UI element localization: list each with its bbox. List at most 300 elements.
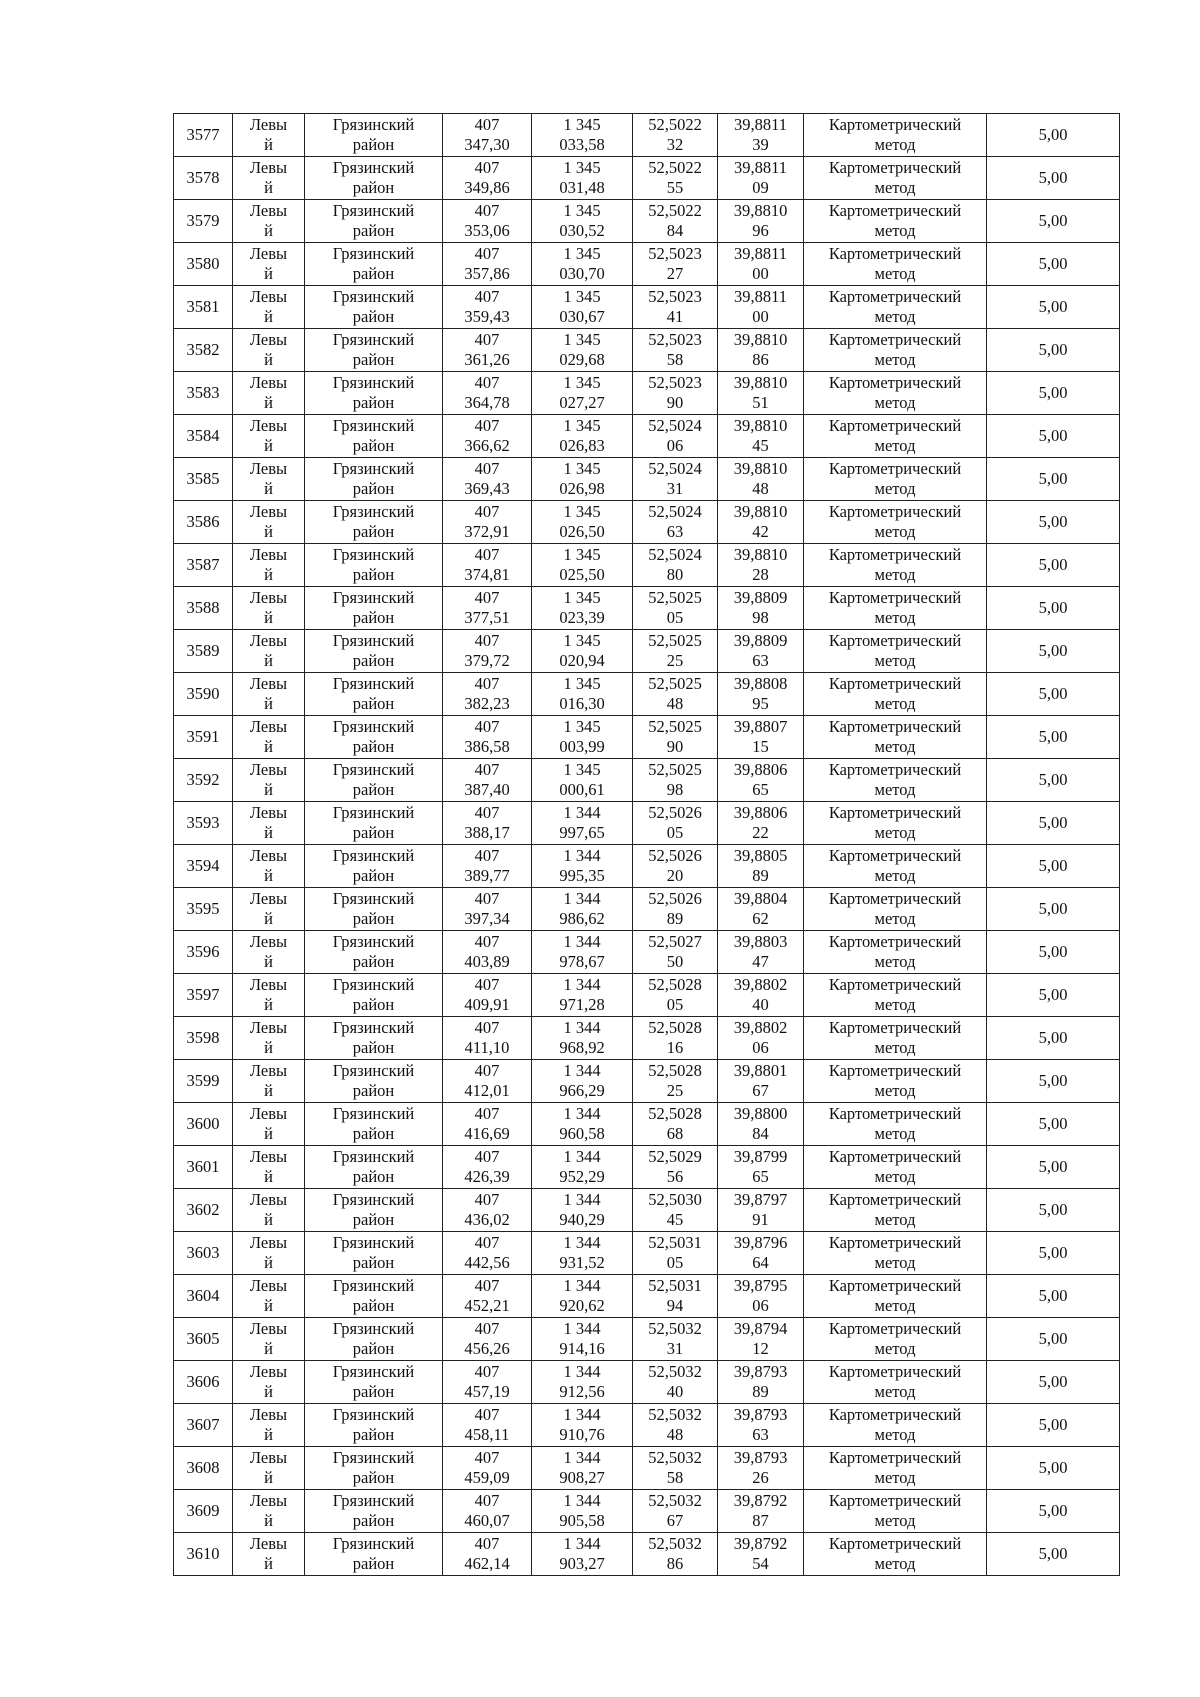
cell-text: 952,29 [559,1167,605,1186]
cell-text: 31 [666,479,684,498]
cell-text: Левы [249,932,288,951]
cell-text: 1 345 [563,674,601,693]
cell-text: район [352,780,395,799]
accuracy-cell [987,802,1120,845]
cell-text: район [352,264,395,283]
latitude-cell [633,1017,718,1060]
cell-text: 407 [474,932,500,951]
cell-text: Левы [249,889,288,908]
method-cell [804,802,987,845]
point-number-cell [174,673,233,716]
cell-text: Грязинский [332,1190,415,1209]
y-coordinate-cell [532,759,633,802]
cell-text: й [264,522,273,541]
cell-text: 3581 [186,297,220,316]
cell-text: 033,58 [559,135,605,154]
method-cell [804,1447,987,1490]
cell-text: 3603 [186,1243,220,1262]
cell-text: Картометрический [828,975,962,994]
table-row [174,1017,1120,1060]
table-row [174,200,1120,243]
longitude-cell [718,1060,804,1103]
point-number-cell [174,1189,233,1232]
district-cell [305,544,443,587]
cell-text: 48 [752,479,769,498]
cell-text: 5,00 [1038,1071,1068,1090]
accuracy-cell [987,415,1120,458]
longitude-cell [718,1146,804,1189]
cell-text: район [352,823,395,842]
cell-text: 407 [474,1319,500,1338]
cell-text: Левы [249,244,288,263]
cell-text: 407 [474,502,500,521]
cell-text: 52,5028 [648,1104,702,1123]
accuracy-cell [987,716,1120,759]
cell-text: 39,8809 [733,631,788,650]
cell-text: 5,00 [1038,942,1068,961]
cell-text: 407 [474,1061,500,1080]
method-cell [804,630,987,673]
bank-side-cell [233,845,305,888]
y-coordinate-cell [532,1103,633,1146]
cell-text: 39,8810 [733,416,788,435]
district-cell [305,673,443,716]
y-coordinate-cell [532,243,633,286]
cell-text: 364,78 [464,393,510,412]
bank-side-cell [233,1361,305,1404]
table-row [174,1103,1120,1146]
x-coordinate-cell [443,114,532,157]
cell-text: 416,69 [464,1124,510,1143]
cell-text: 1 345 [563,115,601,134]
x-coordinate-cell [443,931,532,974]
cell-text: Левы [249,674,288,693]
bank-side-cell [233,630,305,673]
cell-text: 94 [666,1296,684,1315]
table-row [174,716,1120,759]
cell-text: 39,8802 [733,975,788,994]
cell-text: Картометрический [828,1190,962,1209]
cell-text: 39,8811 [733,158,787,177]
cell-text: й [264,866,273,885]
x-coordinate-cell [443,845,532,888]
cell-text: метод [874,393,916,412]
cell-text: й [264,1038,273,1057]
cell-text: 39,8792 [733,1534,788,1553]
table-row [174,329,1120,372]
longitude-cell [718,673,804,716]
longitude-cell [718,845,804,888]
cell-text: 84 [752,1124,769,1143]
cell-text: 06 [666,436,684,455]
cell-text: й [264,995,273,1014]
cell-text: 3597 [186,985,220,1004]
cell-text: 50 [666,952,684,971]
cell-text: Левы [249,631,288,650]
y-coordinate-cell [532,1060,633,1103]
bank-side-cell [233,200,305,243]
table-row [174,974,1120,1017]
cell-text: 39,8796 [733,1233,788,1252]
point-number-cell [174,544,233,587]
bank-side-cell [233,587,305,630]
cell-text: й [264,307,273,326]
district-cell [305,587,443,630]
cell-text: 386,58 [464,737,510,756]
cell-text: 52,5022 [648,201,702,220]
cell-text: 407 [474,975,500,994]
cell-text: 389,77 [464,866,510,885]
cell-text: 1 345 [563,373,601,392]
cell-text: район [352,995,395,1014]
cell-text: 5,00 [1038,1329,1068,1348]
cell-text: Картометрический [828,330,962,349]
cell-text: 52,5025 [648,631,702,650]
cell-text: 966,29 [559,1081,605,1100]
cell-text: Грязинский [332,1534,415,1553]
district-cell [305,888,443,931]
cell-text: 026,50 [559,522,605,541]
district-cell [305,1490,443,1533]
cell-text: 5,00 [1038,1415,1068,1434]
cell-text: Грязинский [332,244,415,263]
table-row [174,845,1120,888]
cell-text: 407 [474,330,500,349]
cell-text: район [352,909,395,928]
point-number-cell [174,286,233,329]
cell-text: 411,10 [464,1038,510,1057]
cell-text: 407 [474,373,500,392]
cell-text: 456,26 [464,1339,510,1358]
cell-text: Грязинский [332,1061,415,1080]
latitude-cell [633,458,718,501]
cell-text: 52,5028 [648,975,702,994]
cell-text: Левы [249,717,288,736]
cell-text: район [352,1382,395,1401]
point-number-cell [174,1533,233,1576]
cell-text: Картометрический [828,1534,962,1553]
cell-text: 3598 [186,1028,220,1047]
latitude-cell [633,1232,718,1275]
cell-text: 031,48 [559,178,605,197]
cell-text: Левы [249,1362,288,1381]
cell-text: 67 [666,1511,684,1530]
cell-text: 412,01 [464,1081,510,1100]
cell-text: 407 [474,1104,500,1123]
cell-text: 39 [752,135,769,154]
cell-text: 52,5026 [648,889,702,908]
cell-text: метод [874,866,916,885]
cell-text: 903,27 [559,1554,605,1573]
cell-text: й [264,952,273,971]
cell-text: 00 [752,307,769,326]
table-row [174,1490,1120,1533]
cell-text: Левы [249,330,288,349]
accuracy-cell [987,1189,1120,1232]
table-body [174,114,1120,1576]
accuracy-cell [987,1490,1120,1533]
cell-text: 39,8794 [733,1319,788,1338]
table-row [174,372,1120,415]
district-cell [305,845,443,888]
cell-text: 407 [474,631,500,650]
district-cell [305,802,443,845]
method-cell [804,888,987,931]
table-row [174,243,1120,286]
cell-text: 52,5032 [648,1448,702,1467]
cell-text: Левы [249,545,288,564]
longitude-cell [718,329,804,372]
cell-text: Грязинский [332,1405,415,1424]
cell-text: 5,00 [1038,1157,1068,1176]
cell-text: 382,23 [464,694,510,713]
method-cell [804,1232,987,1275]
cell-text: 5,00 [1038,684,1068,703]
cell-text: 3606 [186,1372,220,1391]
accuracy-cell [987,759,1120,802]
point-number-cell [174,372,233,415]
cell-text: 63 [752,1425,769,1444]
cell-text: метод [874,350,916,369]
accuracy-cell [987,329,1120,372]
cell-text: Картометрический [828,803,962,822]
cell-text: 27 [666,264,684,283]
cell-text: Картометрический [828,244,962,263]
cell-text: метод [874,1253,916,1272]
district-cell [305,458,443,501]
point-number-cell [174,458,233,501]
latitude-cell [633,329,718,372]
cell-text: 407 [474,803,500,822]
y-coordinate-cell [532,1447,633,1490]
cell-text: 5,00 [1038,1114,1068,1133]
cell-text: 5,00 [1038,1243,1068,1262]
bank-side-cell [233,501,305,544]
cell-text: й [264,1167,273,1186]
cell-text: 407 [474,287,500,306]
x-coordinate-cell [443,1361,532,1404]
x-coordinate-cell [443,888,532,931]
cell-text: 52,5026 [648,803,702,822]
cell-text: Картометрический [828,1362,962,1381]
cell-text: Картометрический [828,158,962,177]
point-number-cell [174,587,233,630]
cell-text: Грязинский [332,588,415,607]
x-coordinate-cell [443,587,532,630]
cell-text: й [264,823,273,842]
cell-text: метод [874,1468,916,1487]
point-number-cell [174,974,233,1017]
latitude-cell [633,415,718,458]
cell-text: 458,11 [464,1425,510,1444]
cell-text: й [264,909,273,928]
method-cell [804,587,987,630]
cell-text: 31 [666,1339,684,1358]
accuracy-cell [987,243,1120,286]
method-cell [804,1490,987,1533]
cell-text: й [264,436,273,455]
cell-text: 62 [752,909,769,928]
cell-text: Грязинский [332,975,415,994]
cell-text: 403,89 [464,952,510,971]
cell-text: Картометрический [828,1233,962,1252]
cell-text: метод [874,823,916,842]
cell-text: 940,29 [559,1210,605,1229]
cell-text: й [264,178,273,197]
latitude-cell [633,1361,718,1404]
method-cell [804,415,987,458]
latitude-cell [633,1404,718,1447]
accuracy-cell [987,1533,1120,1576]
cell-text: й [264,221,273,240]
cell-text: Левы [249,373,288,392]
cell-text: 407 [474,201,500,220]
y-coordinate-cell [532,845,633,888]
cell-text: 3591 [186,727,220,746]
cell-text: Левы [249,1276,288,1295]
district-cell [305,1318,443,1361]
district-cell [305,415,443,458]
bank-side-cell [233,1189,305,1232]
x-coordinate-cell [443,415,532,458]
cell-text: Грязинский [332,1147,415,1166]
bank-side-cell [233,1232,305,1275]
method-cell [804,1361,987,1404]
district-cell [305,1060,443,1103]
x-coordinate-cell [443,544,532,587]
longitude-cell [718,243,804,286]
latitude-cell [633,630,718,673]
cell-text: 52,5032 [648,1534,702,1553]
cell-text: й [264,1081,273,1100]
cell-text: 89 [752,866,769,885]
latitude-cell [633,114,718,157]
method-cell [804,243,987,286]
cell-text: Левы [249,1233,288,1252]
bank-side-cell [233,544,305,587]
cell-text: 023,39 [559,608,605,627]
cell-text: 63 [666,522,684,541]
table-row [174,1447,1120,1490]
cell-text: 995,35 [559,866,605,885]
y-coordinate-cell [532,1318,633,1361]
method-cell [804,673,987,716]
x-coordinate-cell [443,673,532,716]
cell-text: Картометрический [828,1061,962,1080]
method-cell [804,1318,987,1361]
cell-text: 39,8800 [733,1104,788,1123]
bank-side-cell [233,931,305,974]
cell-text: Грязинский [332,674,415,693]
cell-text: метод [874,178,916,197]
cell-text: 84 [666,221,684,240]
cell-text: 1 344 [563,1233,601,1252]
cell-text: метод [874,1554,916,1573]
cell-text: район [352,952,395,971]
bank-side-cell [233,286,305,329]
y-coordinate-cell [532,415,633,458]
cell-text: Левы [249,803,288,822]
y-coordinate-cell [532,1275,633,1318]
cell-text: Левы [249,760,288,779]
cell-text: Картометрический [828,717,962,736]
table-row [174,673,1120,716]
latitude-cell [633,1103,718,1146]
method-cell [804,1533,987,1576]
cell-text: 5,00 [1038,598,1068,617]
method-cell [804,114,987,157]
cell-text: Левы [249,1061,288,1080]
accuracy-cell [987,1017,1120,1060]
point-number-cell [174,931,233,974]
cell-text: метод [874,479,916,498]
cell-text: 52,5032 [648,1319,702,1338]
cell-text: й [264,780,273,799]
table-row [174,1404,1120,1447]
cell-text: Грязинский [332,201,415,220]
longitude-cell [718,286,804,329]
table-row [174,1318,1120,1361]
cell-text: 5,00 [1038,813,1068,832]
cell-text: 25 [666,651,684,670]
cell-text: 3582 [186,340,220,359]
bank-side-cell [233,974,305,1017]
cell-text: 3599 [186,1071,220,1090]
cell-text: Картометрический [828,846,962,865]
cell-text: Картометрический [828,1448,962,1467]
cell-text: 52,5030 [648,1190,702,1209]
cell-text: 52,5032 [648,1491,702,1510]
cell-text: 39,8810 [733,330,788,349]
latitude-cell [633,544,718,587]
cell-text: метод [874,737,916,756]
cell-text: Левы [249,1319,288,1338]
bank-side-cell [233,802,305,845]
point-number-cell [174,1103,233,1146]
latitude-cell [633,1490,718,1533]
cell-text: 47 [752,952,769,971]
cell-text: 460,07 [464,1511,510,1530]
cell-text: 5,00 [1038,168,1068,187]
point-number-cell [174,501,233,544]
cell-text: метод [874,694,916,713]
cell-text: Левы [249,1405,288,1424]
district-cell [305,630,443,673]
cell-text: 67 [752,1081,769,1100]
table-row [174,544,1120,587]
cell-text: Левы [249,1018,288,1037]
cell-text: 39,8810 [733,201,788,220]
cell-text: Левы [249,1147,288,1166]
point-number-cell [174,1232,233,1275]
cell-text: 407 [474,1405,500,1424]
point-number-cell [174,1447,233,1490]
cell-text: 459,09 [464,1468,510,1487]
cell-text: 000,61 [559,780,605,799]
bank-side-cell [233,1017,305,1060]
cell-text: 20 [666,866,684,885]
cell-text: 52,5022 [648,158,702,177]
cell-text: 39,8793 [733,1405,788,1424]
cell-text: 45 [752,436,769,455]
cell-text: 912,56 [559,1382,605,1401]
cell-text: 407 [474,1362,500,1381]
method-cell [804,1189,987,1232]
cell-text: район [352,1038,395,1057]
cell-text: 52,5028 [648,1018,702,1037]
cell-text: район [352,479,395,498]
point-number-cell [174,1275,233,1318]
